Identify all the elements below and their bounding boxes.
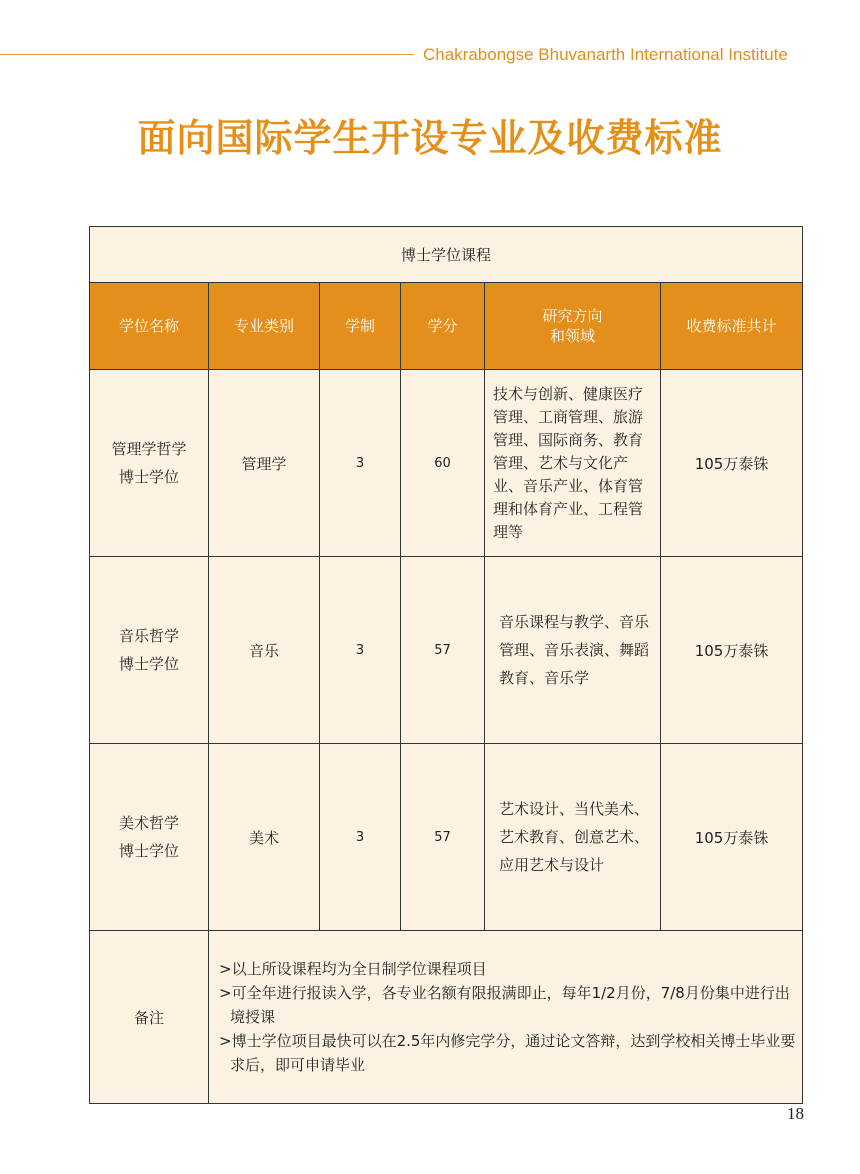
table-row <box>90 557 803 744</box>
degree-years: 3 <box>320 557 401 744</box>
degree-directions: 艺术设计、当代美术、艺术教育、创意艺术、应用艺术与设计 <box>485 744 661 931</box>
fee-table <box>89 226 803 1104</box>
degree-fee: 105万泰铢 <box>661 744 803 931</box>
program-title: 博士学位课程 <box>90 227 803 283</box>
col-header-degree: 学位名称 <box>90 283 209 370</box>
header-rule <box>0 54 414 55</box>
page-number: 18 <box>787 1104 804 1123</box>
note-item: >可全年进行报读入学，各专业名额有限报满即止，每年1/2月份，7/8月份集中进行出境授课 <box>219 984 790 1026</box>
degree-fee: 105万泰铢 <box>661 370 803 557</box>
degree-category: 管理学 <box>209 370 320 557</box>
degree-category: 音乐 <box>209 557 320 744</box>
degree-years: 3 <box>320 744 401 931</box>
col-header-directions: 研究方向 和领域 <box>485 283 661 370</box>
degree-credits: 60 <box>401 370 485 557</box>
page-title: 面向国际学生开设专业及收费标准 <box>137 116 723 160</box>
degree-credits: 57 <box>401 744 485 931</box>
table-row <box>90 744 803 931</box>
note-item: >博士学位项目最快可以在2.5年内修完学分，通过论文答辩，达到学校相关博士毕业要求后，即可申请毕业 <box>219 1032 796 1074</box>
degree-credits: 57 <box>401 557 485 744</box>
notes-content <box>209 931 803 1104</box>
col-header-fee: 收费标准共计 <box>661 283 803 370</box>
degree-category: 美术 <box>209 744 320 931</box>
table-header-row <box>90 283 803 370</box>
degree-years: 3 <box>320 370 401 557</box>
note-item: >以上所设课程均为全日制学位课程项目 <box>219 960 487 978</box>
degree-name: 美术哲学 博士学位 <box>90 744 209 931</box>
col-header-category: 专业类别 <box>209 283 320 370</box>
institute-name: Chakrabongse Bhuvanarth International Institute <box>423 45 788 64</box>
degree-directions: 技术与创新、健康医疗管理、工商管理、旅游管理、国际商务、教育管理、艺术与文化产业、音乐产业、体育管理和体育产业、工程管理等 <box>485 370 661 557</box>
notes-label: 备注 <box>90 931 209 1104</box>
table-row <box>90 370 803 557</box>
col-header-years: 学制 <box>320 283 401 370</box>
degree-name: 管理学哲学 博士学位 <box>90 370 209 557</box>
degree-name: 音乐哲学 博士学位 <box>90 557 209 744</box>
degree-directions: 音乐课程与教学、音乐管理、音乐表演、舞蹈教育、音乐学 <box>485 557 661 744</box>
degree-fee: 105万泰铢 <box>661 557 803 744</box>
col-header-credits: 学分 <box>401 283 485 370</box>
notes-row <box>90 931 803 1104</box>
